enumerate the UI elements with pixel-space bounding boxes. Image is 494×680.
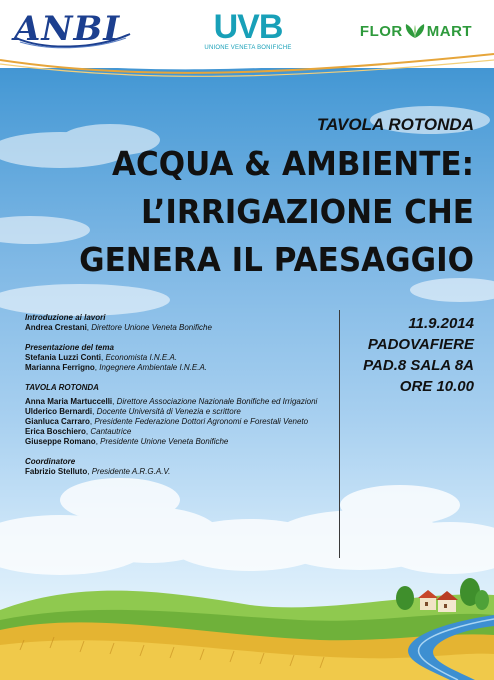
- section-heading: Coordinatore: [25, 457, 76, 466]
- flormart-logo-right: MART: [426, 22, 473, 40]
- speaker-row: Anna Maria Martuccelli, Direttore Associazione Nazionale Bonifiche ed Irrigazioni: [25, 397, 318, 406]
- speaker-row: Erica Boschiero, Cantautrice: [25, 427, 132, 436]
- event-details: [334, 313, 474, 397]
- speaker-name: Fabrizio Stelluto: [25, 467, 88, 476]
- event-date: 11.9.2014: [408, 315, 474, 332]
- title-line: GENERA IL PAESAGGIO: [79, 240, 474, 279]
- speaker-name: Gianluca Carraro: [25, 417, 90, 426]
- speaker-role: Direttore Unione Veneta Bonifiche: [91, 323, 212, 332]
- speaker-role: Ingegnere Ambientale I.N.E.A.: [99, 363, 208, 372]
- speaker-name: Marianna Ferrigno: [25, 363, 95, 372]
- speaker-role: Presidente A.R.G.A.V.: [91, 467, 171, 476]
- speaker-row: Ulderico Bernardi, Docente Università di Venezia e scrittore: [25, 407, 241, 416]
- event-title: [4, 140, 474, 284]
- speaker-row: Andrea Crestani, Direttore Unione Veneta Bonifiche: [25, 323, 212, 332]
- leaf-icon: [404, 23, 426, 39]
- program-section-intro: [25, 313, 335, 333]
- speaker-role: Presidente Unione Veneta Bonifiche: [100, 437, 229, 446]
- title-line: ACQUA & AMBIENTE:: [111, 144, 475, 183]
- program-list: [25, 313, 335, 487]
- event-time: ORE 10.00: [399, 378, 474, 395]
- speaker-row: Gianluca Carraro, Presidente Federazione Dottori Agronomi e Forestali Veneto: [25, 417, 309, 426]
- landscape-illustration: [0, 520, 494, 680]
- speaker-role: Cantautrice: [90, 427, 132, 436]
- speaker-name: Andrea Crestani: [25, 323, 87, 332]
- speaker-name: Stefania Luzzi Conti: [25, 353, 101, 362]
- uvb-logo-subtitle: UNIONE VENETA BONIFICHE: [204, 45, 292, 51]
- uvb-logo: [198, 10, 298, 58]
- speaker-row: Marianna Ferrigno, Ingegnere Ambientale I.N.E.A.: [25, 363, 208, 372]
- speaker-name: Erica Boschiero: [25, 427, 86, 436]
- section-heading: TAVOLA ROTONDA: [25, 383, 99, 392]
- speaker-row: Stefania Luzzi Conti, Economista I.N.E.A.: [25, 353, 178, 362]
- program-section-round-table: [25, 383, 335, 447]
- section-heading: Presentazione del tema: [25, 343, 114, 352]
- flormart-logo: [350, 20, 482, 42]
- anbi-logo: [14, 8, 132, 50]
- speaker-name: Giuseppe Romano: [25, 437, 96, 446]
- section-heading: Introduzione ai lavori: [25, 313, 106, 322]
- event-hall: PAD.8 SALA 8A: [363, 357, 474, 374]
- event-venue: PADOVAFIERE: [367, 336, 474, 353]
- speaker-name: Ulderico Bernardi: [25, 407, 93, 416]
- speaker-role: Economista I.N.E.A.: [105, 353, 178, 362]
- speaker-role: Direttore Associazione Nazionale Bonifiche ed Irrigazioni: [116, 397, 318, 406]
- program-section-presentation: [25, 343, 335, 373]
- event-subtitle: TAVOLA ROTONDA: [316, 115, 474, 134]
- uvb-logo-mark: UVB: [213, 8, 283, 46]
- speaker-row: Giuseppe Romano, Presidente Unione Veneta Bonifiche: [25, 437, 229, 446]
- title-line: L’IRRIGAZIONE CHE: [140, 192, 474, 231]
- speaker-name: Anna Maria Martuccelli: [25, 397, 113, 406]
- speaker-role: Presidente Federazione Dottori Agronomi e Forestali Veneto: [94, 417, 309, 426]
- flormart-logo-left: FLOR: [359, 22, 403, 40]
- speaker-row: Fabrizio Stelluto, Presidente A.R.G.A.V.: [25, 467, 171, 476]
- speaker-role: Docente Università di Venezia e scrittore: [96, 407, 241, 416]
- program-section-coordinator: [25, 457, 335, 477]
- anbi-logo-text: ANBI: [14, 9, 121, 49]
